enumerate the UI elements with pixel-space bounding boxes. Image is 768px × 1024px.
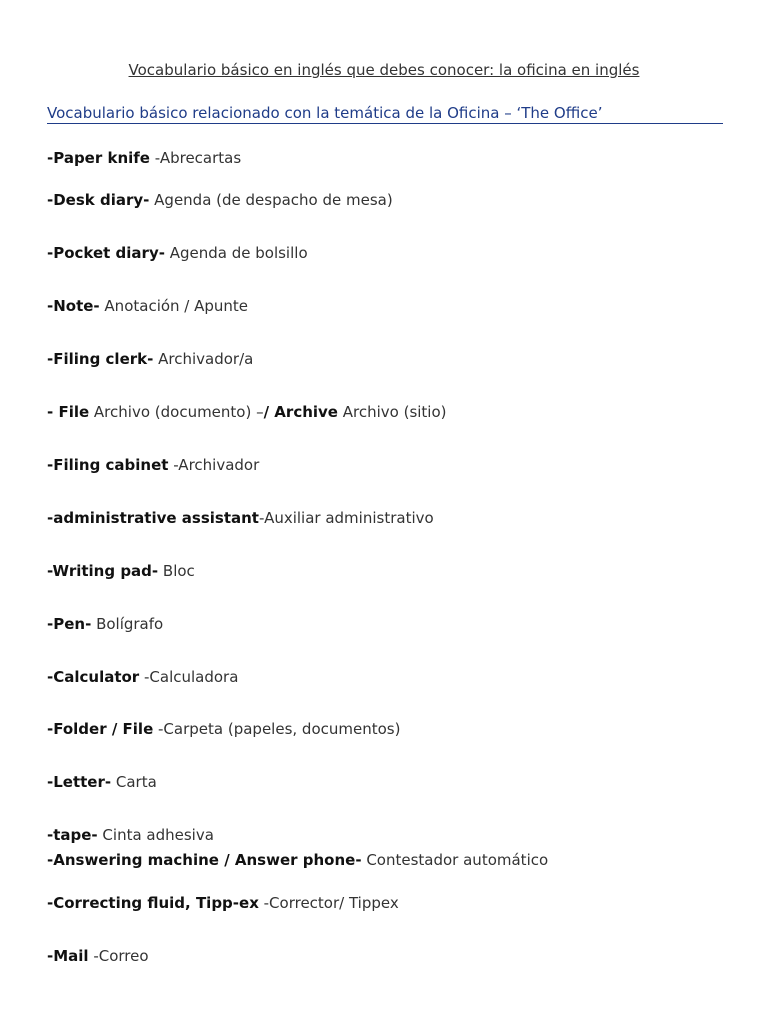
- vocabulary-entry: [47, 668, 238, 686]
- document-title: Vocabulario básico en inglés que debes conocer: la oficina en inglés: [128, 61, 640, 79]
- vocabulary-entry: [47, 191, 393, 209]
- english-term: -Correcting fluid, Tipp-ex: [47, 894, 259, 912]
- vocabulary-entry: [47, 297, 248, 315]
- vocabulary-entry: [47, 851, 548, 869]
- spanish-translation: -Corrector/ Tippex: [258, 894, 399, 912]
- english-term: - File: [47, 403, 90, 421]
- vocabulary-entry: [47, 456, 259, 474]
- spanish-translation: Carta: [111, 773, 157, 791]
- vocabulary-entry: [47, 894, 399, 912]
- vocabulary-entry: [47, 720, 400, 738]
- spanish-translation: Bloc: [158, 562, 195, 580]
- spanish-translation: -Carpeta (papeles, documentos): [153, 720, 401, 738]
- vocabulary-entry: [47, 773, 157, 791]
- english-term: -Folder / File: [47, 720, 154, 738]
- vocabulary-entry: [47, 509, 434, 527]
- spanish-translation: Contestador automático: [361, 851, 549, 869]
- vocabulary-entry: [47, 244, 308, 262]
- spanish-translation: Anotación / Apunte: [99, 297, 249, 315]
- english-term: -Answering machine / Answer phone-: [47, 851, 362, 869]
- spanish-translation: Bolígrafo: [91, 615, 164, 633]
- vocabulary-entry: [47, 947, 149, 965]
- spanish-translation: -Auxiliar administrativo: [258, 509, 434, 527]
- spanish-translation: Archivo (documento) –: [89, 403, 264, 421]
- vocabulary-entry: [47, 826, 214, 844]
- english-term: -Writing pad-: [47, 562, 159, 580]
- english-term: -Pen-: [47, 615, 92, 633]
- vocabulary-entry: [47, 562, 195, 580]
- spanish-translation: -Calculadora: [139, 668, 239, 686]
- english-term: -administrative assistant: [47, 509, 259, 527]
- vocabulary-entry: [47, 149, 241, 167]
- english-term: -Desk diary-: [47, 191, 150, 209]
- english-term: -Filing clerk-: [47, 350, 154, 368]
- english-term: -Note-: [47, 297, 100, 315]
- english-term: -Filing cabinet: [47, 456, 169, 474]
- english-term: -Paper knife: [47, 149, 150, 167]
- vocabulary-entry: [47, 403, 447, 421]
- english-term: -tape-: [47, 826, 98, 844]
- english-term: -Mail: [47, 947, 89, 965]
- spanish-translation: Archivador/a: [153, 350, 254, 368]
- english-term: -Pocket diary-: [47, 244, 165, 262]
- spanish-translation: -Correo: [88, 947, 149, 965]
- spanish-translation: -Archivador: [168, 456, 260, 474]
- english-term: / Archive: [263, 403, 338, 421]
- spanish-translation: Agenda (de despacho de mesa): [149, 191, 393, 209]
- vocabulary-entry: [47, 350, 253, 368]
- spanish-translation: Agenda de bolsillo: [164, 244, 308, 262]
- vocabulary-entry: [47, 615, 163, 633]
- section-heading: Vocabulario básico relacionado con la temática de la Oficina – ‘The Office’: [47, 104, 723, 124]
- spanish-translation: Cinta adhesiva: [97, 826, 214, 844]
- spanish-translation: -Abrecartas: [149, 149, 242, 167]
- english-term: -Letter-: [47, 773, 112, 791]
- spanish-translation: Archivo (sitio): [337, 403, 447, 421]
- english-term: -Calculator: [47, 668, 140, 686]
